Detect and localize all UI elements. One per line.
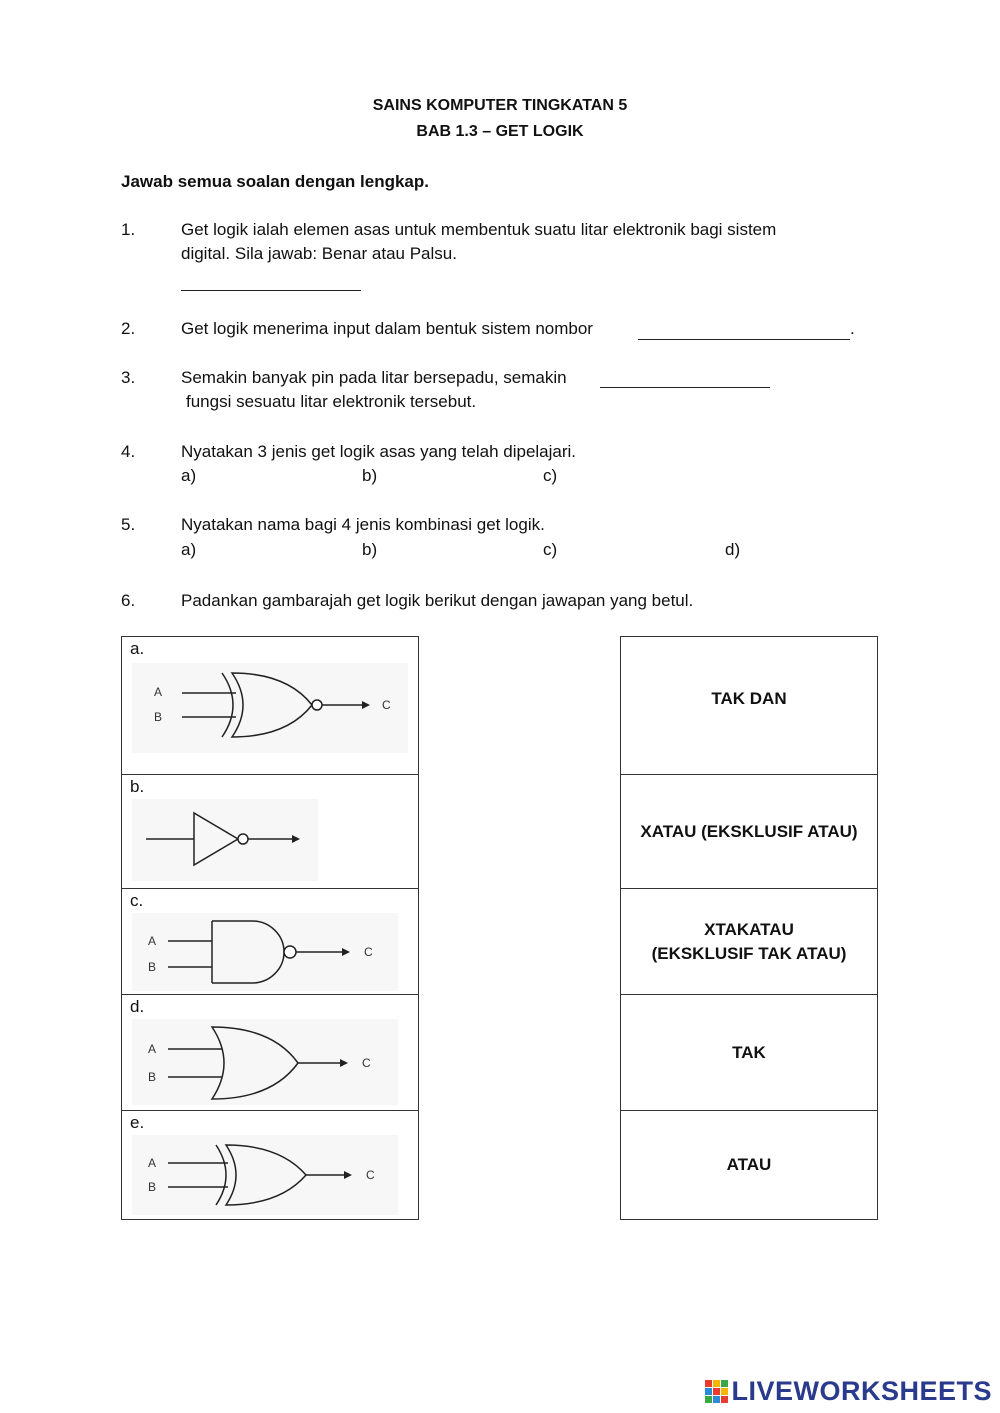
input-a-label: A	[148, 934, 157, 948]
answer-text: ATAU	[726, 1155, 772, 1174]
output-c-label: C	[382, 698, 391, 712]
question-1-line2: digital. Sila jawab: Benar atau Palsu.	[181, 244, 457, 263]
or-gate-icon	[132, 1019, 402, 1107]
answer-box-1[interactable]	[620, 636, 878, 775]
question-number: 5.	[121, 515, 136, 534]
question-3-text	[181, 366, 567, 414]
question-2-text	[181, 317, 593, 341]
diagram-cell-e[interactable]	[121, 1110, 419, 1220]
chapter-title: BAB 1.3 – GET LOGIK	[416, 123, 584, 140]
option-label: b)	[362, 540, 378, 559]
input-a-label: A	[148, 1156, 157, 1170]
liveworksheets-logo	[705, 1376, 992, 1407]
question-number: 2.	[121, 319, 136, 338]
answer-text: XATAU (EKSKLUSIF ATAU)	[640, 821, 858, 841]
answer-text: TAK DAN	[711, 689, 787, 708]
cell-label: b.	[130, 777, 145, 796]
answer-box-3[interactable]	[620, 888, 878, 995]
question-1-text	[181, 218, 776, 266]
answer-blank-3[interactable]	[600, 371, 770, 388]
answer-box-5[interactable]	[620, 1110, 878, 1220]
question-1-line1: Get logik ialah elemen asas untuk membentuk suatu litar elektronik bagi sistem	[181, 220, 777, 239]
input-a-label: A	[148, 1042, 157, 1056]
option-label: d)	[725, 540, 741, 559]
output-c-label: C	[362, 1056, 371, 1070]
question-6-text: Padankan gambarajah get logik berikut dengan jawapan yang betul.	[181, 591, 694, 610]
question-2-line: Get logik menerima input dalam bentuk sistem nombor	[181, 319, 593, 338]
diagram-cell-d[interactable]	[121, 994, 419, 1111]
logo-text: LIVEWORKSHEETS	[731, 1376, 992, 1406]
input-b-label: B	[148, 1180, 157, 1194]
cell-label: e.	[130, 1113, 145, 1132]
answer-box-4[interactable]	[620, 994, 878, 1111]
instruction-text: Jawab semua soalan dengan lengkap.	[121, 172, 429, 191]
answer-text: TAK	[732, 1042, 766, 1062]
question-number: 6.	[121, 591, 136, 610]
not-gate-icon	[132, 799, 322, 883]
input-a-label: A	[154, 685, 163, 699]
answer-blank-1[interactable]	[181, 274, 361, 291]
punctuation: .	[850, 319, 855, 338]
answer-blank-2[interactable]	[638, 323, 850, 340]
question-3-line1: Semakin banyak pin pada litar bersepadu, semakin	[181, 368, 567, 387]
diagram-cell-a[interactable]	[121, 636, 419, 775]
option-label: b)	[362, 466, 378, 485]
cell-label: a.	[130, 639, 145, 658]
cell-label: c.	[130, 891, 144, 910]
input-b-label: B	[148, 960, 157, 974]
diagram-cell-c[interactable]	[121, 888, 419, 995]
question-4-text: Nyatakan 3 jenis get logik asas yang telah dipelajari.	[181, 442, 577, 461]
input-b-label: B	[148, 1070, 157, 1084]
output-c-label: C	[364, 945, 373, 959]
question-number: 3.	[121, 368, 136, 387]
answer-text-line1: XTAKATAU	[704, 919, 794, 939]
answer-text-line2: (EKSKLUSIF TAK ATAU)	[651, 943, 847, 963]
input-b-label: B	[154, 710, 163, 724]
question-number: 1.	[121, 220, 136, 239]
diagram-cell-b[interactable]	[121, 774, 419, 889]
worksheet-title: SAINS KOMPUTER TINGKATAN 5	[372, 97, 628, 114]
xor-gate-icon	[132, 1135, 402, 1217]
option-label: c)	[543, 466, 558, 485]
xnor-gate-icon	[132, 663, 412, 755]
question-number: 4.	[121, 442, 136, 461]
output-c-label: C	[366, 1168, 375, 1182]
question-3-line2: fungsi sesuatu litar elektronik tersebut.	[186, 392, 477, 411]
question-5-text: Nyatakan nama bagi 4 jenis kombinasi get logik.	[181, 515, 545, 534]
option-label: c)	[543, 540, 558, 559]
cell-label: d.	[130, 997, 145, 1016]
answer-box-2[interactable]	[620, 774, 878, 889]
option-label: a)	[181, 540, 197, 559]
option-label: a)	[181, 466, 197, 485]
nand-gate-icon	[132, 913, 402, 993]
logo-blocks-icon	[705, 1378, 731, 1406]
